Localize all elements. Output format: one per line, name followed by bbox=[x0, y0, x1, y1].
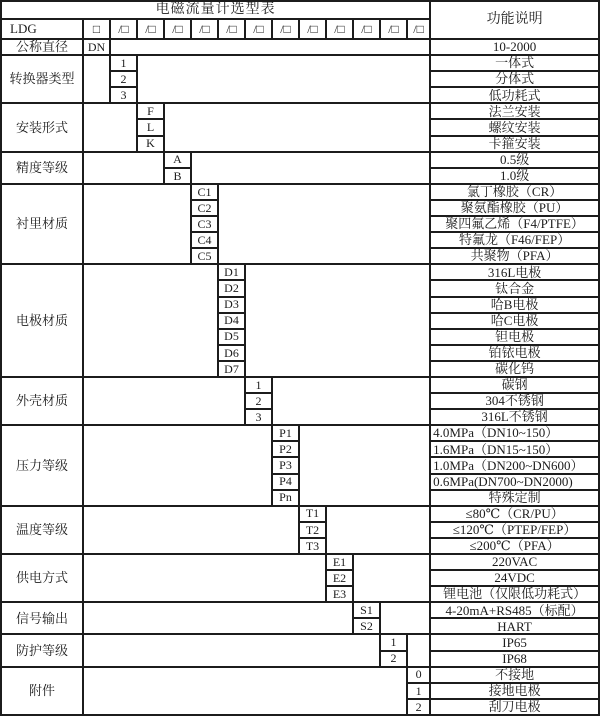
desc-cell: 接地电极 bbox=[430, 683, 599, 699]
code-cell: 1 bbox=[380, 634, 407, 650]
code-cell: 2 bbox=[407, 699, 430, 715]
desc-cell: 1.0级 bbox=[430, 168, 599, 184]
code-cell: 1 bbox=[110, 55, 137, 71]
desc-cell: 分体式 bbox=[430, 71, 599, 87]
table-row bbox=[1, 184, 599, 200]
section-label: 精度等级 bbox=[1, 152, 83, 184]
desc-cell: 304不锈钢 bbox=[430, 393, 599, 409]
spacer-cell bbox=[83, 55, 110, 103]
desc-cell: 特氟龙（F46/FEP） bbox=[430, 232, 599, 248]
code-cell: D5 bbox=[218, 329, 245, 345]
spacer-cell bbox=[83, 152, 164, 184]
desc-cell: 哈B电极 bbox=[430, 297, 599, 313]
code-cell: E2 bbox=[326, 570, 353, 586]
spacer-cell bbox=[83, 667, 407, 715]
code-cell: C1 bbox=[191, 184, 218, 200]
desc-cell: 碳钢 bbox=[430, 377, 599, 393]
code-cell: A bbox=[164, 152, 191, 168]
code-cell: L bbox=[137, 119, 164, 135]
desc-cell: ≤120℃（PTEP/FEP） bbox=[430, 522, 599, 538]
desc-cell: 一体式 bbox=[430, 55, 599, 71]
desc-cell: 316L不锈钢 bbox=[430, 409, 599, 425]
code-cell: P3 bbox=[272, 457, 299, 473]
section-label: 压力等级 bbox=[1, 425, 83, 505]
desc-cell: 特殊定制 bbox=[430, 490, 599, 506]
code-cell: T1 bbox=[299, 506, 326, 522]
desc-cell: 低功耗式 bbox=[430, 87, 599, 103]
table-row bbox=[1, 103, 599, 119]
table-row bbox=[1, 55, 599, 71]
spacer-cell bbox=[83, 634, 380, 666]
section-label: 温度等级 bbox=[1, 506, 83, 554]
spacer-cell bbox=[83, 264, 218, 377]
desc-cell: 0.5级 bbox=[430, 152, 599, 168]
section-label: 公称直径 bbox=[1, 39, 83, 55]
desc-cell: 不接地 bbox=[430, 667, 599, 683]
code-cell: D6 bbox=[218, 345, 245, 361]
desc-cell: 4-20mA+RS485（标配） bbox=[430, 602, 599, 618]
desc-cell: 钽电极 bbox=[430, 329, 599, 345]
spacer-cell bbox=[83, 506, 299, 554]
spacer-cell bbox=[191, 152, 430, 184]
table-row bbox=[1, 554, 599, 570]
code-cell: D2 bbox=[218, 280, 245, 296]
table-row bbox=[1, 39, 599, 55]
code-cell: 0 bbox=[407, 667, 430, 683]
spacer-cell bbox=[245, 264, 430, 377]
table-row bbox=[1, 264, 599, 280]
desc-cell: HART bbox=[430, 618, 599, 634]
section-label: 信号输出 bbox=[1, 602, 83, 634]
code-cell: P4 bbox=[272, 474, 299, 490]
desc-cell: 1.0MPa（DN200~DN600） bbox=[430, 457, 599, 473]
code-cell: 1 bbox=[407, 683, 430, 699]
desc-cell: IP68 bbox=[430, 651, 599, 667]
model-suffix-checkbox: /□ bbox=[299, 19, 326, 39]
desc-cell: 聚氨酯橡胶（PU） bbox=[430, 200, 599, 216]
spacer-cell bbox=[164, 103, 430, 151]
desc-cell: 卡箍安装 bbox=[430, 136, 599, 152]
desc-cell: 碳化钨 bbox=[430, 361, 599, 377]
model-suffix-checkbox: /□ bbox=[380, 19, 407, 39]
spacer-cell bbox=[83, 425, 272, 505]
section-label: 安装形式 bbox=[1, 103, 83, 151]
spacer-cell bbox=[299, 425, 430, 505]
spacer-cell bbox=[353, 554, 430, 602]
code-cell: 2 bbox=[245, 393, 272, 409]
section-label: 转换器类型 bbox=[1, 55, 83, 103]
table-row bbox=[1, 667, 599, 683]
code-cell: 2 bbox=[110, 71, 137, 87]
spacer-cell bbox=[380, 602, 430, 634]
code-cell: 3 bbox=[110, 87, 137, 103]
model-suffix-checkbox: /□ bbox=[110, 19, 137, 39]
model-suffix-checkbox: /□ bbox=[407, 19, 430, 39]
desc-cell: 10-2000 bbox=[430, 39, 599, 55]
spacer-cell bbox=[272, 377, 430, 425]
model-suffix-checkbox: /□ bbox=[164, 19, 191, 39]
model-suffix-checkbox: /□ bbox=[272, 19, 299, 39]
spacer-cell bbox=[83, 602, 353, 634]
model-suffix-checkbox: /□ bbox=[218, 19, 245, 39]
code-cell: D4 bbox=[218, 313, 245, 329]
model-suffix-checkbox: /□ bbox=[137, 19, 164, 39]
code-cell: P2 bbox=[272, 441, 299, 457]
code-cell: S1 bbox=[353, 602, 380, 618]
model-suffix-checkbox: /□ bbox=[191, 19, 218, 39]
desc-cell: 法兰安装 bbox=[430, 103, 599, 119]
model-suffix-checkbox: /□ bbox=[326, 19, 353, 39]
code-cell: D1 bbox=[218, 264, 245, 280]
spacer-cell bbox=[218, 184, 430, 264]
code-cell: T2 bbox=[299, 522, 326, 538]
spacer-cell bbox=[326, 506, 430, 554]
model-suffix-checkbox: /□ bbox=[245, 19, 272, 39]
spacer-cell bbox=[83, 103, 137, 151]
code-cell: S2 bbox=[353, 618, 380, 634]
code-cell: E1 bbox=[326, 554, 353, 570]
code-cell: 3 bbox=[245, 409, 272, 425]
section-label: 防护等级 bbox=[1, 634, 83, 666]
desc-cell: 螺纹安装 bbox=[430, 119, 599, 135]
section-label: 电极材质 bbox=[1, 264, 83, 377]
section-label: 衬里材质 bbox=[1, 184, 83, 264]
desc-cell: IP65 bbox=[430, 634, 599, 650]
desc-cell: 0.6MPa(DN700~DN2000) bbox=[430, 474, 599, 490]
code-cell: Pn bbox=[272, 490, 299, 506]
table-row bbox=[1, 634, 599, 650]
desc-cell: 刮刀电极 bbox=[430, 699, 599, 715]
table-row bbox=[1, 506, 599, 522]
code-cell: C4 bbox=[191, 232, 218, 248]
desc-cell: ≤80℃（CR/PU） bbox=[430, 506, 599, 522]
desc-cell: 铂铱电极 bbox=[430, 345, 599, 361]
table-row bbox=[1, 152, 599, 168]
spacer-cell bbox=[407, 634, 430, 666]
spacer-cell bbox=[137, 55, 430, 103]
spacer-cell bbox=[83, 184, 191, 264]
desc-cell: 24VDC bbox=[430, 570, 599, 586]
desc-cell: 哈C电极 bbox=[430, 313, 599, 329]
table-row bbox=[1, 377, 599, 393]
model-prefix: LDG bbox=[1, 19, 83, 39]
spacer-cell bbox=[110, 39, 430, 55]
code-cell: C5 bbox=[191, 248, 218, 264]
desc-cell: 钛合金 bbox=[430, 280, 599, 296]
code-cell: D7 bbox=[218, 361, 245, 377]
code-cell: C2 bbox=[191, 200, 218, 216]
code-cell: 1 bbox=[245, 377, 272, 393]
code-cell: P1 bbox=[272, 425, 299, 441]
code-cell: 2 bbox=[380, 651, 407, 667]
desc-cell: 共聚物（PFA） bbox=[430, 248, 599, 264]
function-header: 功能说明 bbox=[430, 1, 599, 39]
table-row bbox=[1, 425, 599, 441]
model-suffix-checkbox: /□ bbox=[353, 19, 380, 39]
desc-cell: 1.6MPa（DN15~150） bbox=[430, 441, 599, 457]
desc-cell: 220VAC bbox=[430, 554, 599, 570]
spacer-cell bbox=[83, 554, 326, 602]
code-cell: K bbox=[137, 136, 164, 152]
desc-cell: 聚四氟乙烯（F4/PTFE） bbox=[430, 216, 599, 232]
code-cell: F bbox=[137, 103, 164, 119]
code-cell: B bbox=[164, 168, 191, 184]
desc-cell: 316L电极 bbox=[430, 264, 599, 280]
code-cell: DN bbox=[83, 39, 110, 55]
model-checkbox: □ bbox=[83, 19, 110, 39]
table-row bbox=[1, 602, 599, 618]
section-label: 附件 bbox=[1, 667, 83, 715]
section-label: 外壳材质 bbox=[1, 377, 83, 425]
code-cell: C3 bbox=[191, 216, 218, 232]
desc-cell: 氯丁橡胶（CR） bbox=[430, 184, 599, 200]
desc-cell: ≤200℃（PFA） bbox=[430, 538, 599, 554]
spacer-cell bbox=[83, 377, 245, 425]
section-label: 供电方式 bbox=[1, 554, 83, 602]
code-cell: D3 bbox=[218, 297, 245, 313]
code-cell: T3 bbox=[299, 538, 326, 554]
desc-cell: 锂电池（仅限低功耗式） bbox=[430, 586, 599, 602]
code-cell: E3 bbox=[326, 586, 353, 602]
desc-cell: 4.0MPa（DN10~150） bbox=[430, 425, 599, 441]
page-title: 电磁流量计选型表 bbox=[1, 1, 430, 19]
